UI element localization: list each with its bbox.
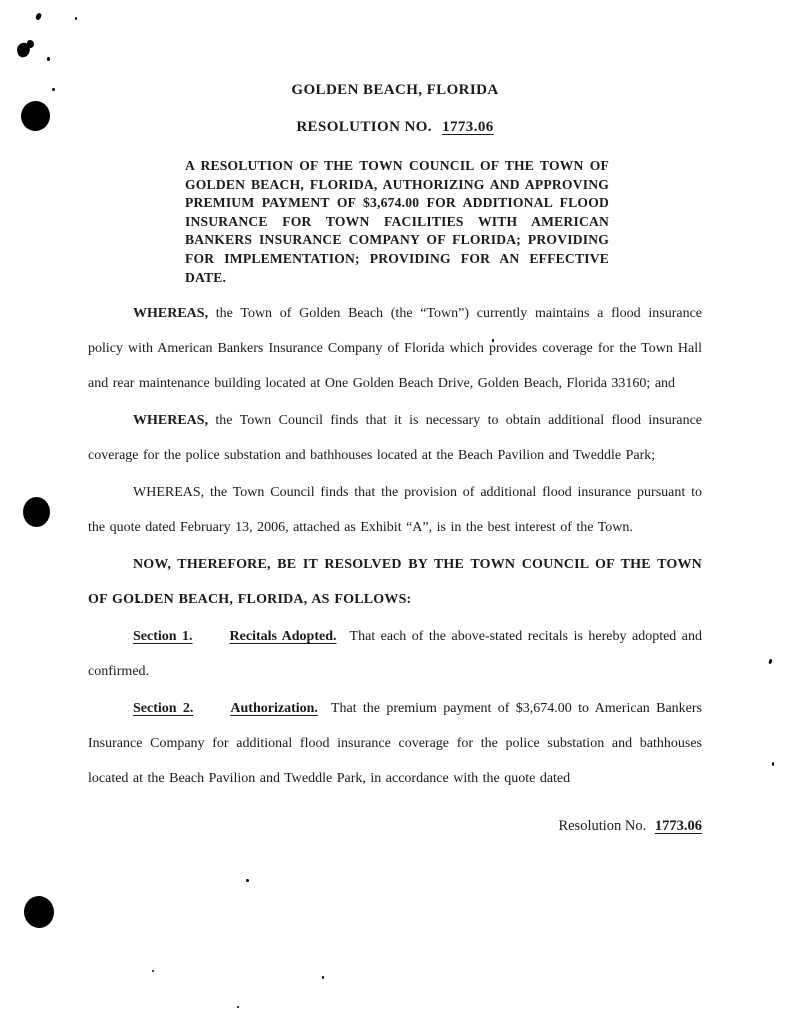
whereas-lead: WHEREAS, — [133, 485, 205, 501]
whereas-clause-2 — [88, 403, 702, 473]
whereas-text: the Town Council finds that it is necessary to obtain additional flood insurance coverage for the police substation and bathhouses located at the Beach Pavilion and Tweddle Park; — [88, 413, 702, 464]
whereas-text: the Town of Golden Beach (the “Town”) currently maintains a flood insurance policy with American Bankers Insurance Company of Florida which provides coverage for the Town Hall and rear maintenance building located at One Golden Beach Drive, Golden Beach, Florida 33160; and — [88, 306, 702, 392]
whereas-clause-1 — [88, 296, 702, 401]
section-1-heading: Recitals Adopted. — [229, 629, 337, 645]
resolution-label: RESOLUTION NO. — [296, 119, 432, 135]
hole-punch-mark-bottom — [22, 895, 55, 930]
footer-resolution-reference — [88, 818, 702, 835]
resolution-title-block: A RESOLUTION OF THE TOWN COUNCIL OF THE TOWN OF GOLDEN BEACH, FLORIDA, AUTHORIZING AND APPROVING PREMIUM PAYMENT OF $3,674.00 FOR ADDITIONAL FLOOD INSURANCE FOR TOWN FACILITIES WITH AMERICAN BANKERS INSURANCE COMPANY OF FLORIDA; PROVIDING FOR IMPLEMENTATION; PROVIDING FOR AN EFFECTIVE DATE. — [185, 158, 609, 285]
scan-speck — [237, 1006, 239, 1008]
section-1-text: That each of the above-stated recitals is hereby adopted and confirmed. — [88, 629, 702, 680]
section-1-number: Section 1. — [133, 629, 193, 645]
section-2-number: Section 2. — [133, 701, 194, 717]
footer-resolution-number: 1773.06 — [654, 818, 702, 835]
resolved-clause: NOW, THEREFORE, BE IT RESOLVED BY THE TOWN COUNCIL OF THE TOWN OF GOLDEN BEACH, FLORIDA, AS FOLLOWS: — [88, 557, 702, 608]
resolution-number: 1773.06 — [442, 119, 494, 135]
scan-speck — [246, 879, 249, 882]
whereas-lead: WHEREAS, — [133, 413, 209, 429]
scan-speck — [322, 976, 324, 979]
scan-speck — [152, 970, 154, 972]
document-city-heading: GOLDEN BEACH, FLORIDA — [291, 82, 499, 98]
section-1 — [88, 619, 702, 689]
section-2-heading: Authorization. — [230, 701, 318, 717]
resolution-number-heading — [88, 119, 702, 136]
whereas-clause-3 — [88, 475, 702, 545]
whereas-lead: WHEREAS, — [133, 306, 209, 322]
footer-resolution-label: Resolution No. — [558, 818, 647, 835]
section-2 — [88, 691, 702, 796]
section-2-text: That the premium payment of $3,674.00 to American Bankers Insurance Company for additional flood insurance coverage for the police substation and bathhouses located at the Beach Pavilion and Tweddle Park, in accordance with the quote dated — [88, 701, 703, 787]
whereas-text: the Town Council finds that the provision of additional flood insurance pursuant to the quote dated February 13, 2006, attached as Exhibit “A”, is in the best interest of the Town. — [88, 485, 702, 536]
